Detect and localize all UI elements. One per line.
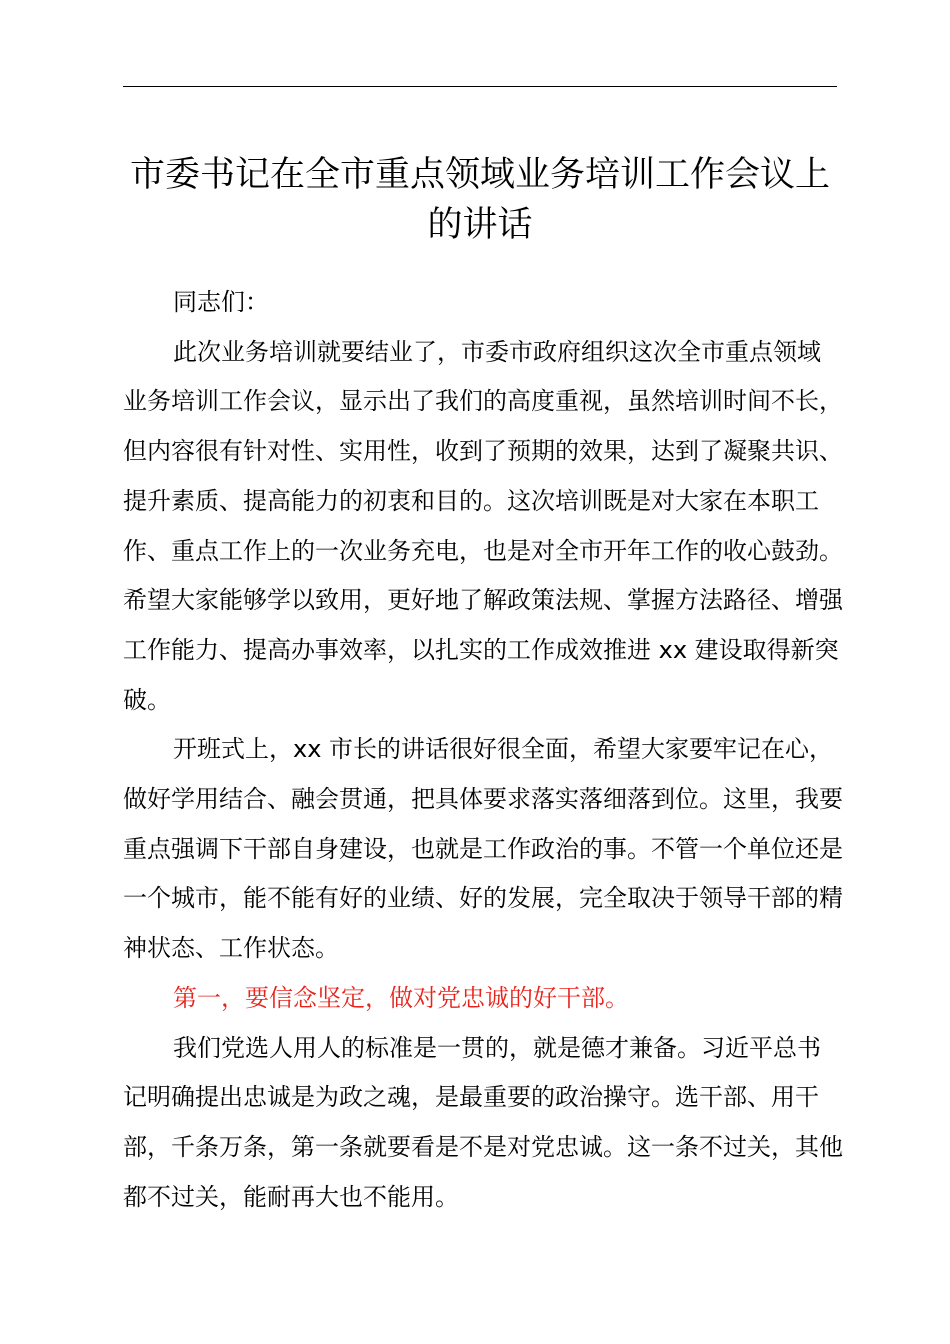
header-rule xyxy=(123,86,837,87)
section-heading: 第一，要信念坚定，做对党忠诚的好干部。 xyxy=(173,983,629,1012)
section-paragraph: 我们党选人用人的标准是一贯的，就是德才兼备。习近平总书记明确提出忠诚是为政之魂，是最重要的政治操守。选干部、用干部，千条万条，第一条就要看是不是对党忠诚。这一条不过关，其他都不过关，能耐再大也不能用。 xyxy=(123,1033,843,1211)
title-line-1: 市委书记在全市重点领域业务培训工作会议上 xyxy=(129,155,830,195)
salutation: 同志们： xyxy=(173,288,269,316)
paragraph-opening: 开班式上，xx 市长的讲话很好很全面，希望大家要牢记在心，做好学用结合、融会贯通，把具体要求落实落细落到位。这里，我要重点强调下干部自身建设，也就是工作政治的事。不管一个单位还是一个城市，能不能有好的业绩、好的发展，完全取决于领导干部的精神状态、工作状态。 xyxy=(123,735,843,963)
title-line-2: 的讲话 xyxy=(427,205,533,245)
paragraph-intro: 此次业务培训就要结业了，市委市政府组织这次全市重点领域业务培训工作会议，显示出了我们的高度重视，虽然培训时间不长，但内容很有针对性、实用性，收到了预期的效果，达到了凝聚共识、提升素质、提高能力的初衷和目的。这次培训既是对大家在本职工作、重点工作上的一次业务充电，也是对全市开年工作的收心鼓劲。希望大家能够学以致用，更好地了解政策法规、掌握方法路径、增强工作能力、提高办事效率，以扎实的工作成效推进 xx 建设取得新突破。 xyxy=(123,337,843,714)
document-body xyxy=(123,278,843,1222)
document-title xyxy=(100,150,860,250)
